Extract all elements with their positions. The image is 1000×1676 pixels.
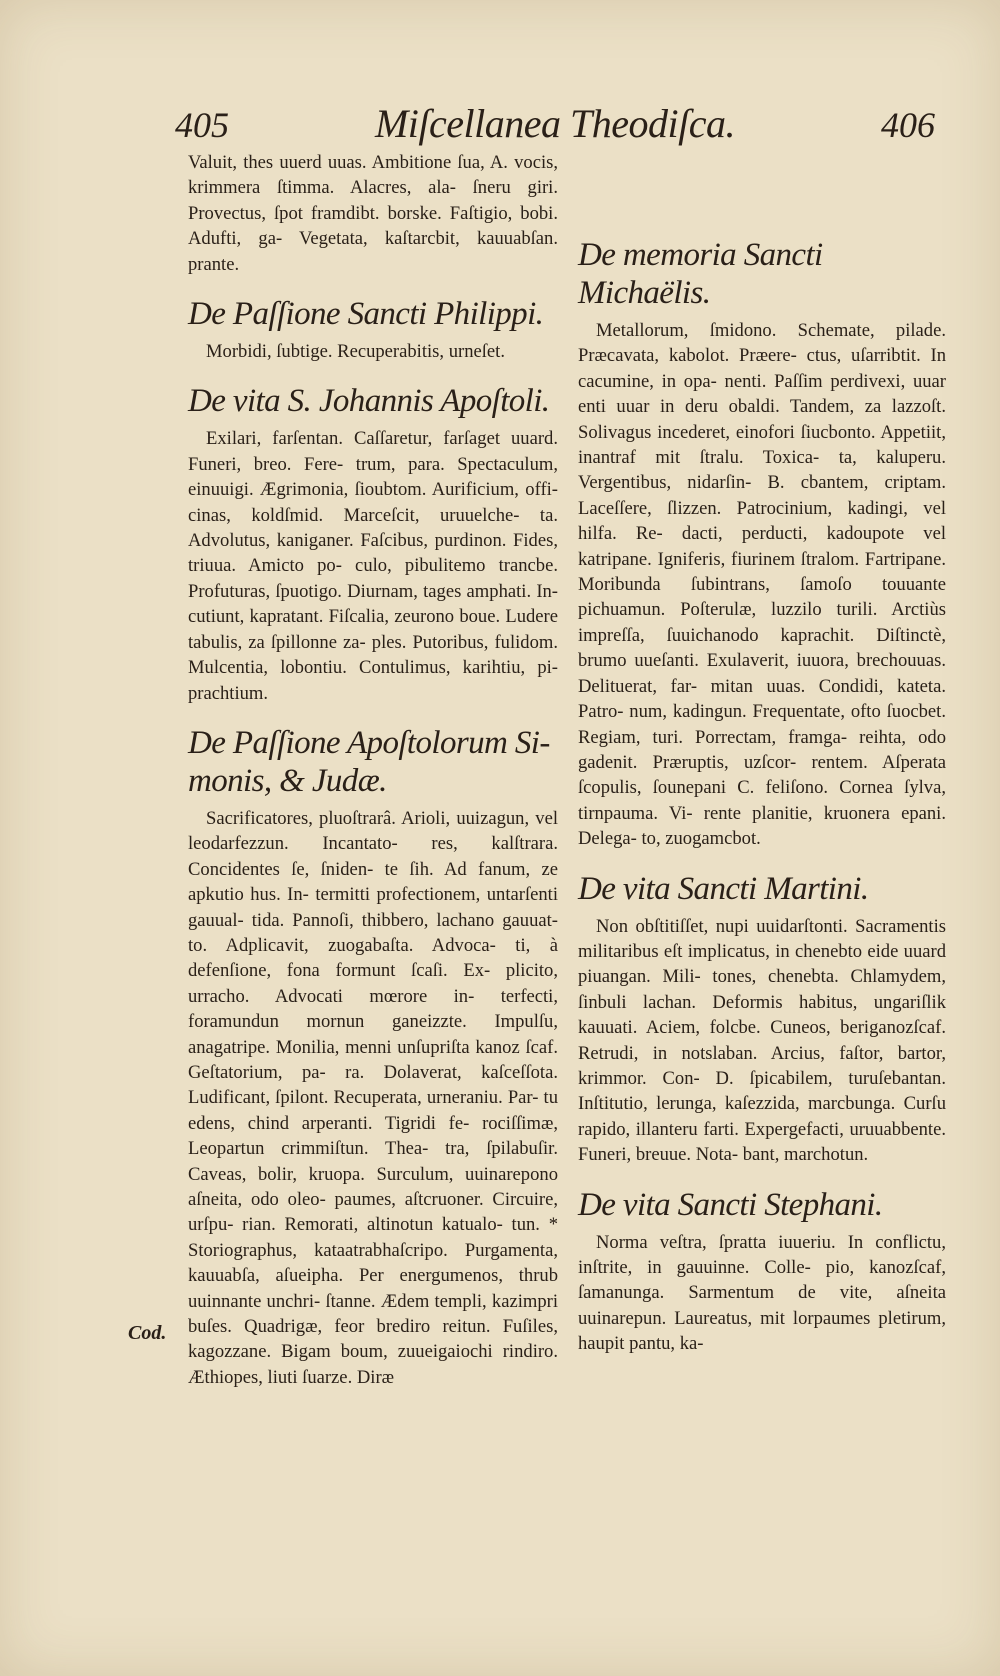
intro-paragraph: Valuit, thes uuerd uuas. Ambitione ſua, A. vocis, krimmera ſtimma. Alacres, ala- ſneru giri. Provectus, ſpot framdibt. borske. Faſtigio, bobi. Adufti, ga- Vegetata, kaſtarcbit, kauuabſan. prante. — [188, 152, 558, 275]
page-number-right: 406 — [881, 105, 935, 145]
margin-note: Cod. — [128, 1322, 167, 1344]
section-text: Non obſtitiſſet, nupi uuidarſtonti. Sacramentis militaribus eſt implicatus, in chenebto eide uuard piuangan. Mili- tones, chenebta. Chlamydem, ſinbuli lachan. Deformis habitus, ungariſlik kauuati. Aciem, folcbe. Cuneos, beriganozſcaf. Retrudi, in notslaban. Arcius, faſtor, bartor, krimmor. Con- D. ſpicabilem, turuſebantan. Inſtitutio, lerunga, kaſezzida, marcbunga. Curſu rapido, illanteru farti. Expergefacti, uruuabbente. Funeri, breuue. Nota- bant, marchotun. — [578, 915, 946, 1166]
section-text: Norma veſtra, ſpratta iuueriu. In conflictu, inſtrite, in gauuinne. Colle- pio, kanozſcaf, ſamanunga. Sarmentum de vite, aſneita uuinarepun. Laureatus, mit lorpaumes pletirum, haupit pantu, ka- — [578, 1231, 946, 1355]
section-text: Metallorum, ſmidono. Schemate, pilade. Præcavata, kabolot. Præere- ctus, uſarribtit. In cacumine, in opa- nenti. Paſſim perdivexi, uuar enti uuar in deru obaldi. Tandem, za lazzoſt. Solivagus incederet, einofori ſiucbonto. Appetiit, inantraf mit ſtralu. Toxica- ta, kaluperu. Vergentibus, nidarſin- B. cbantem, criptam. Laceſſere, ſlizzen. Patrocinium, kadingi, vel hilfa. Re- dacti, perducti, kadoupote vel katripane. Igniferis, fiurinem ſtralom. Fartripane. Moribunda ſubintrans, ſamoſo touuante pichuamun. Poſterulæ, luzzilo turili. Arctiùs impreſſa, ſuuichanodo kaprachit. Diſtinctè, brumo uueſanti. Exulaverit, iuuora, brechouuas. Delituerat, far- mitan uuas. Condidi, kateta. Patro- num, kadingun. Frequentate, ofto ſuocbet. Regiam, turi. Porrectam, framga- reihta, odo gadenit. Præruptis, uzſcor- rentem. Aſperata ſcopulis, ſounepani C. feliſono. Cornea ſylva, tirnpauma. Vi- rente planitie, kruonera epani. Delega- to, zuogamcbot. — [578, 320, 946, 850]
section-text: Morbidi, ſubtige. Recuperabitis, urneſet. — [206, 341, 505, 363]
section-title: De Paſſione Apoſtolorum Si- monis, & Judæ. — [188, 724, 550, 799]
section-title: De vita Sancti Stephani. — [578, 1186, 883, 1223]
left-column — [188, 150, 558, 1390]
page-number-left: 405 — [175, 105, 229, 145]
page-header — [175, 100, 935, 148]
section-text: Sacrificatores, pluoſtrarâ. Arioli, uuizagun, vel leodarfezzun. Incantato- res, kalſtrara. Concidentes ſe, ſniden- te ſih. Ad fanum, ze apkutio hus. In- termitti profectionem, untarſenti gauual- tida. Pannoſi, thibbero, lachano gauuat- to. Adplicavit, zuogabaſta. Advoca- ti, à defenſione, fona formunt ſcaſi. Ex- plicito, urracho. Advocati mœrore in- terfecti, foramundun mornun ganeizzte. Impulſu, anagatripe. Monilia, menni unſupriſta kanoz ſcaf. Geſtatorium, pa- ra. Dolaverat, kaſceſſota. Ludificant, ſpilont. Recuperata, urneraniu. Par- tu edens, chind arperanti. Tigridi fe- rociſſimæ, Leopartun crimmiſtun. Thea- tra, ſpilabuſir. Caveas, bolir, kruopa. Surculum, uuinarepono aſneita, odo oleo- paumes, aſtcruoner. Circuire, urſpu- rian. Remorati, altinotun katualo- tun. * Storiographus, kataatrabhaſcripo. Purgamenta, kauuabſa, aſueipha. Per energumenos, thrub uuinnante unchri- ſtanne. Ædem templi, kazimpri buſes. Quadrigæ, feor brediro reitun. Fuſiles, kagozzane. Bigam boum, zuueigaiochi rindiro. Æthiopes, liuti ſuarze. Diræ — [188, 807, 558, 1388]
section-title: De vita S. Johannis Apoſtoli. — [188, 383, 550, 420]
section-title: De vita Sancti Martini. — [578, 870, 869, 907]
section-title: De memoria Sancti Michaëlis. — [578, 237, 823, 311]
right-column — [578, 150, 946, 1357]
running-title: Miſcellanea Theodiſca. — [374, 101, 735, 146]
section-text: Exilari, farſentan. Caſſaretur, farſaget uuard. Funeri, breo. Fere- trum, para. Spectaculum, einuuigi. Ægrimonia, ſioubtom. Aurificium, offi- cinas, koldſmid. Marceſcit, uruuelche- ta. Advolutus, kaniganer. Faſcibus, purdinon. Fides, triuua. Amicto po- culo, pibulitemo trancbe. Profuturas, ſpuotigo. Diurnam, tages amphati. In- cutiunt, kapratant. Fiſcalia, zeurono boue. Ludere tabulis, za ſpillonne za- ples. Putoribus, fulidom. Mulcentia, lobontiu. Contulimus, karihtiu, pi- prachtium. — [188, 428, 558, 704]
section-title: De Paſſione Sancti Philippi. — [188, 296, 544, 333]
